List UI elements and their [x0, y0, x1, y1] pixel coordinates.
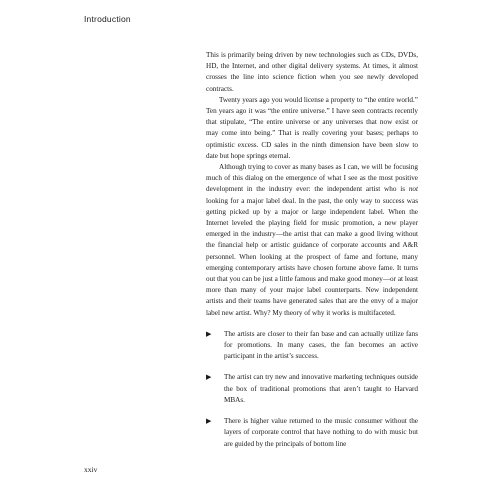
- paragraph-3-part-2: looking for a major label deal. In the past, the only way to success was getting picked up by a major or large independent label. When the Internet leveled the playing field for music promotion, a new player emerged in the industry—the artist that can make a good living without the financial help or artistic guidance of corporate accounts and A&R personnel. When looking at the prospect of fame and fortune, many emerging contemporary artists have chosen fortune above fame. It turns out that you can be just a little famous and make good money—or at least more than many of your major label counterparts. New independent artists and their teams have generated sales that are the envy of a major label new artist. Why? My theory of why it works is multifaceted.: [206, 196, 418, 317]
- paragraph-3-part-1: Although trying to cover as many bases as I can, we will be focusing much of this dialog on the emergence of what I see as the most positive development in the industry ever: the independent artist who is: [206, 163, 418, 194]
- bullet-text: The artists are closer to their fan base and can actually utilize fans for promotions. In many cases, the fan becomes an active participant in the artist’s success.: [224, 329, 418, 361]
- paragraph-3: [206, 162, 418, 319]
- triangle-bullet-icon: ▶: [206, 417, 212, 426]
- page-number: xxiv: [84, 465, 98, 474]
- body-text-column: [206, 50, 418, 460]
- bullet-list: [206, 329, 418, 450]
- triangle-bullet-icon: ▶: [206, 329, 212, 338]
- bullet-text: There is higher value returned to the music consumer without the layers of corporate control that have nothing to do with music but are guided by the principals of bottom line: [224, 417, 418, 448]
- bullet-item: [206, 372, 418, 406]
- running-head: Introduction: [84, 14, 131, 24]
- emphasis-not: not: [408, 185, 418, 194]
- bullet-item: [206, 416, 418, 450]
- bullet-text: The artist can try new and innovative marketing techniques outside the box of traditional promotions that aren’t taught to Harvard MBAs.: [224, 373, 418, 404]
- paragraph-1: This is primarily being driven by new technologies such as CDs, DVDs, HD, the Internet, and other digital delivery systems. At times, it almost crosses the line into science fiction when you see newly developed contracts.: [206, 51, 418, 93]
- triangle-bullet-icon: ▶: [206, 373, 212, 382]
- paragraph-2: Twenty years ago you would license a property to “the entire world.” Ten years ago it was “the entire universe.” I have seen contracts recently that stipulate, “The entire universe or any universes that now exist or may come into being.” That is really covering your bases; perhaps to optimistic excess. CD sales in the ninth dimension have been slow to date but hope springs eternal.: [206, 95, 418, 160]
- bullet-item: [206, 329, 418, 363]
